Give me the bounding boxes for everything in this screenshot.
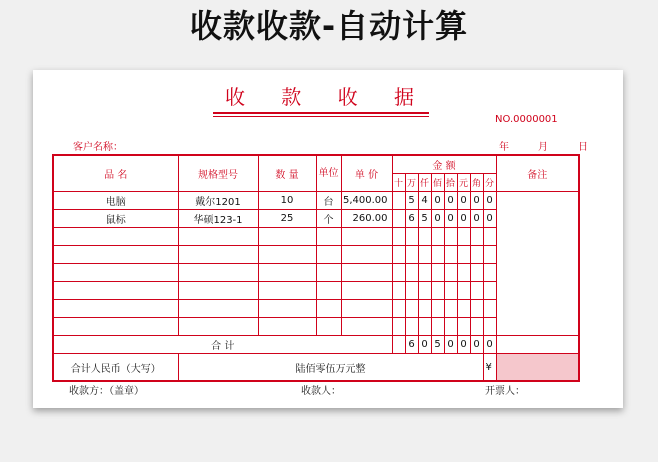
item-name-cell[interactable]: 鼠标 — [53, 210, 178, 228]
digit-cell — [431, 282, 444, 300]
digit-header: 元 — [457, 174, 470, 192]
digit-cell: 0 — [483, 210, 496, 228]
empty-cell[interactable] — [341, 300, 392, 318]
total-digit: 5 — [431, 336, 444, 354]
digit-cell — [470, 282, 483, 300]
digit-cell — [444, 300, 457, 318]
digit-header: 十 — [392, 174, 405, 192]
empty-cell[interactable] — [258, 300, 316, 318]
item-price-cell[interactable]: 260.00 — [341, 210, 392, 228]
total-row — [53, 336, 579, 354]
page-headline: 收款收款-自动计算 — [189, 7, 469, 45]
empty-cell[interactable] — [341, 246, 392, 264]
digit-cell — [405, 282, 418, 300]
digit-cell — [431, 246, 444, 264]
digit-cell — [392, 282, 405, 300]
rmb-row — [53, 354, 579, 382]
digit-cell — [418, 282, 431, 300]
empty-cell[interactable] — [316, 228, 341, 246]
digit-cell — [418, 246, 431, 264]
receipt-table — [52, 154, 580, 382]
digit-cell — [405, 300, 418, 318]
total-digit: 0 — [457, 336, 470, 354]
digit-cell — [444, 246, 457, 264]
digit-cell — [431, 228, 444, 246]
empty-cell[interactable] — [341, 264, 392, 282]
empty-cell[interactable] — [178, 318, 258, 336]
empty-cell[interactable] — [341, 228, 392, 246]
digit-cell — [444, 318, 457, 336]
digit-cell: 0 — [470, 192, 483, 210]
digit-cell: 0 — [483, 192, 496, 210]
digit-cell — [483, 246, 496, 264]
header-remark: 备注 — [496, 155, 579, 192]
digit-cell: 0 — [431, 192, 444, 210]
digit-cell: 4 — [418, 192, 431, 210]
digit-cell — [470, 318, 483, 336]
remark-cell[interactable] — [496, 192, 579, 336]
total-digit — [392, 336, 405, 354]
digit-cell — [470, 246, 483, 264]
digit-cell — [405, 264, 418, 282]
digit-cell — [457, 282, 470, 300]
digit-cell — [444, 282, 457, 300]
empty-cell[interactable] — [258, 246, 316, 264]
digit-cell — [392, 300, 405, 318]
empty-cell[interactable] — [178, 300, 258, 318]
digit-cell: 0 — [470, 210, 483, 228]
digit-cell: 0 — [431, 210, 444, 228]
empty-cell[interactable] — [341, 282, 392, 300]
total-digit: 6 — [405, 336, 418, 354]
digit-cell — [457, 246, 470, 264]
digit-cell — [470, 300, 483, 318]
empty-cell[interactable] — [316, 282, 341, 300]
digit-cell — [457, 264, 470, 282]
digit-cell — [431, 264, 444, 282]
empty-cell[interactable] — [178, 228, 258, 246]
header-model: 规格型号 — [178, 155, 258, 192]
issuer-label: 开票人： — [485, 386, 525, 397]
empty-cell[interactable] — [316, 264, 341, 282]
date-month-label: 月 — [538, 142, 548, 153]
digit-header: 万 — [405, 174, 418, 192]
empty-cell[interactable] — [316, 318, 341, 336]
digit-cell: 6 — [405, 210, 418, 228]
digit-cell — [470, 264, 483, 282]
item-unit-cell[interactable]: 个 — [316, 210, 341, 228]
empty-cell[interactable] — [258, 318, 316, 336]
digit-cell — [392, 246, 405, 264]
table-row — [53, 192, 579, 210]
digit-cell — [405, 246, 418, 264]
receipt-title: 收 款 收 据 — [213, 84, 429, 114]
digit-cell — [418, 228, 431, 246]
empty-cell[interactable] — [316, 300, 341, 318]
empty-cell[interactable] — [53, 282, 178, 300]
item-price-cell[interactable]: 5,400.00 — [341, 192, 392, 210]
customer-name-label: 客户名称： — [73, 142, 123, 153]
digit-cell — [392, 192, 405, 210]
digit-cell — [392, 228, 405, 246]
digit-cell — [457, 318, 470, 336]
header-price: 单 价 — [341, 155, 392, 192]
total-label: 合 计 — [53, 336, 392, 354]
digit-header: 佰 — [431, 174, 444, 192]
empty-cell[interactable] — [316, 246, 341, 264]
digit-header: 仟 — [418, 174, 431, 192]
digit-cell — [392, 318, 405, 336]
total-digit: 0 — [418, 336, 431, 354]
item-qty-cell[interactable]: 10 — [258, 192, 316, 210]
date-year-label: 年 — [499, 142, 509, 153]
digit-cell — [470, 228, 483, 246]
digit-cell — [483, 300, 496, 318]
empty-cell[interactable] — [53, 246, 178, 264]
receipt-number: NO.0000001 — [495, 114, 558, 125]
digit-cell — [431, 300, 444, 318]
digit-cell — [405, 228, 418, 246]
digit-cell — [444, 264, 457, 282]
total-digit: 0 — [444, 336, 457, 354]
empty-cell[interactable] — [258, 228, 316, 246]
digit-cell: 5 — [405, 192, 418, 210]
item-unit-cell[interactable]: 台 — [316, 192, 341, 210]
digit-cell — [392, 264, 405, 282]
digit-cell: 0 — [444, 210, 457, 228]
empty-cell[interactable] — [258, 264, 316, 282]
receiver-label: 收款人： — [301, 386, 341, 397]
digit-cell — [418, 300, 431, 318]
digit-cell — [405, 318, 418, 336]
header-name: 品 名 — [53, 155, 178, 192]
digit-cell — [483, 318, 496, 336]
empty-cell[interactable] — [178, 282, 258, 300]
item-model-cell[interactable]: 戴尔1201 — [178, 192, 258, 210]
digit-cell — [418, 318, 431, 336]
item-model-cell[interactable]: 华硕123-1 — [178, 210, 258, 228]
digit-cell — [392, 210, 405, 228]
digit-cell — [483, 282, 496, 300]
empty-cell[interactable] — [53, 318, 178, 336]
digit-cell — [418, 264, 431, 282]
header-amount: 金 额 — [392, 155, 496, 174]
rmb-amount-cell[interactable] — [496, 354, 579, 382]
digit-header: 拾 — [444, 174, 457, 192]
total-digit: 0 — [483, 336, 496, 354]
digit-header: 分 — [483, 174, 496, 192]
payer-label: 收款方：（盖章） — [69, 386, 144, 397]
digit-cell: 5 — [418, 210, 431, 228]
receipt-sheet — [33, 70, 623, 408]
total-digit: 0 — [470, 336, 483, 354]
digit-cell — [431, 318, 444, 336]
header-unit: 单位 — [316, 155, 341, 192]
header-qty: 数 量 — [258, 155, 316, 192]
yen-symbol: ¥ — [483, 354, 496, 382]
digit-cell — [457, 228, 470, 246]
digit-cell: 0 — [457, 192, 470, 210]
empty-cell[interactable] — [53, 228, 178, 246]
digit-cell — [444, 228, 457, 246]
empty-cell[interactable] — [178, 264, 258, 282]
total-remark-cell[interactable] — [496, 336, 579, 354]
digit-header: 角 — [470, 174, 483, 192]
digit-cell: 0 — [457, 210, 470, 228]
date-day-label: 日 — [578, 142, 588, 153]
rmb-label: 合计人民币（大写） — [53, 354, 178, 382]
digit-cell — [483, 228, 496, 246]
digit-cell — [483, 264, 496, 282]
empty-cell[interactable] — [341, 318, 392, 336]
digit-cell — [457, 300, 470, 318]
digit-cell: 0 — [444, 192, 457, 210]
item-name-cell[interactable]: 电脑 — [53, 192, 178, 210]
item-qty-cell[interactable]: 25 — [258, 210, 316, 228]
empty-cell[interactable] — [258, 282, 316, 300]
receipt-table-wrap — [52, 154, 580, 382]
empty-cell[interactable] — [53, 300, 178, 318]
empty-cell[interactable] — [53, 264, 178, 282]
rmb-value[interactable]: 陆佰零伍万元整 — [178, 354, 483, 382]
empty-cell[interactable] — [178, 246, 258, 264]
